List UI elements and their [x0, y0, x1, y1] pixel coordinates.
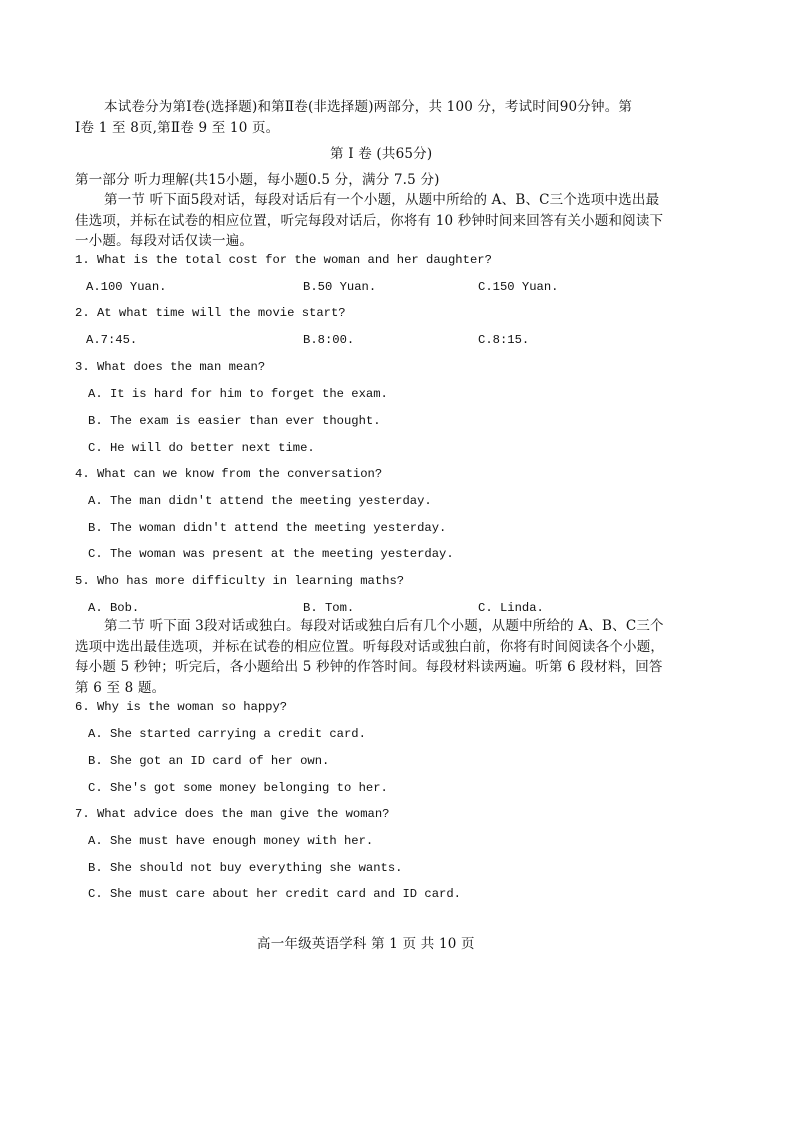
question-6-option-c: C. She's got some money belonging to her. — [88, 781, 388, 795]
question-5-stem: 5. Who has more difficulty in learning maths? — [75, 574, 405, 588]
question-4-stem: 4. What can we know from the conversation? — [75, 467, 383, 481]
question-6-option-b: B. She got an ID card of her own. — [88, 754, 330, 768]
volume-title: 第 Ⅰ 卷 (共65分) — [330, 146, 433, 162]
question-6-option-a: A. She started carrying a credit card. — [88, 727, 366, 741]
question-1-option-a: A.100 Yuan. — [86, 280, 167, 294]
question-3-stem: 3. What does the man mean? — [75, 360, 266, 374]
question-7-option-b: B. She should not buy everything she wants. — [88, 861, 403, 875]
question-3-option-a: A. It is hard for him to forget the exam. — [88, 387, 388, 401]
question-5-option-a: A. Bob. — [88, 601, 140, 615]
question-2-stem: 2. At what time will the movie start? — [75, 306, 346, 320]
question-3-option-c: C. He will do better next time. — [88, 441, 315, 455]
intro-line-1: 本试卷分为第Ⅰ卷(选择题)和第Ⅱ卷(非选择题)两部分，共 100 分，考试时间90分钟。第 — [104, 99, 633, 115]
section2-instructions: 第二节 听下面 3段对话或独白。每段对话或独白后有几个小题，从题中所给的 A、B、C三个选项中选出最佳选项，并标在试卷的相应位置。听每段对话或独白前，你将有时间阅读各个小题，每小题 5 秒钟；听完后，各小题给出 5 秒钟的作答时间。每段材料读两遍。听第 6 段材料，回答第 6 至 8 题。 — [75, 618, 665, 696]
section1-instructions: 第一节 听下面5段对话，每段对话后有一个小题，从题中所给的 A、B、C三个选项中选出最佳选项，并标在试卷的相应位置，听完每段对话后，你将有 10 秒钟时间来回答有关小题和阅读下一小题。每段对话仅读一遍。 — [75, 192, 664, 249]
question-4-option-c: C. The woman was present at the meeting yesterday. — [88, 547, 454, 561]
question-7-option-c: C. She must care about her credit card and ID card. — [88, 887, 461, 901]
question-2-option-b: B.8:00. — [303, 333, 355, 347]
question-1-option-c: C.150 Yuan. — [478, 280, 559, 294]
question-4-option-a: A. The man didn't attend the meeting yesterday. — [88, 494, 432, 508]
question-5-option-b: B. Tom. — [303, 601, 355, 615]
intro-line-2: Ⅰ卷 1 至 8页,第Ⅱ卷 9 至 10 页。 — [75, 120, 280, 136]
question-2-option-a: A.7:45. — [86, 333, 138, 347]
question-6-stem: 6. Why is the woman so happy? — [75, 700, 288, 714]
question-7-stem: 7. What advice does the man give the woman? — [75, 807, 390, 821]
question-4-option-b: B. The woman didn't attend the meeting yesterday. — [88, 521, 447, 535]
question-3-option-b: B. The exam is easier than ever thought. — [88, 414, 381, 428]
question-1-option-b: B.50 Yuan. — [303, 280, 377, 294]
question-2-option-c: C.8:15. — [478, 333, 530, 347]
page-footer: 高一年级英语学科 第 1 页 共 10 页 — [257, 936, 475, 952]
question-7-option-a: A. She must have enough money with her. — [88, 834, 374, 848]
part1-title: 第一部分 听力理解(共15小题，每小题0.5 分，满分 7.5 分) — [75, 172, 440, 188]
question-5-option-c: C. Linda. — [478, 601, 544, 615]
question-1-stem: 1. What is the total cost for the woman and her daughter? — [75, 253, 492, 267]
